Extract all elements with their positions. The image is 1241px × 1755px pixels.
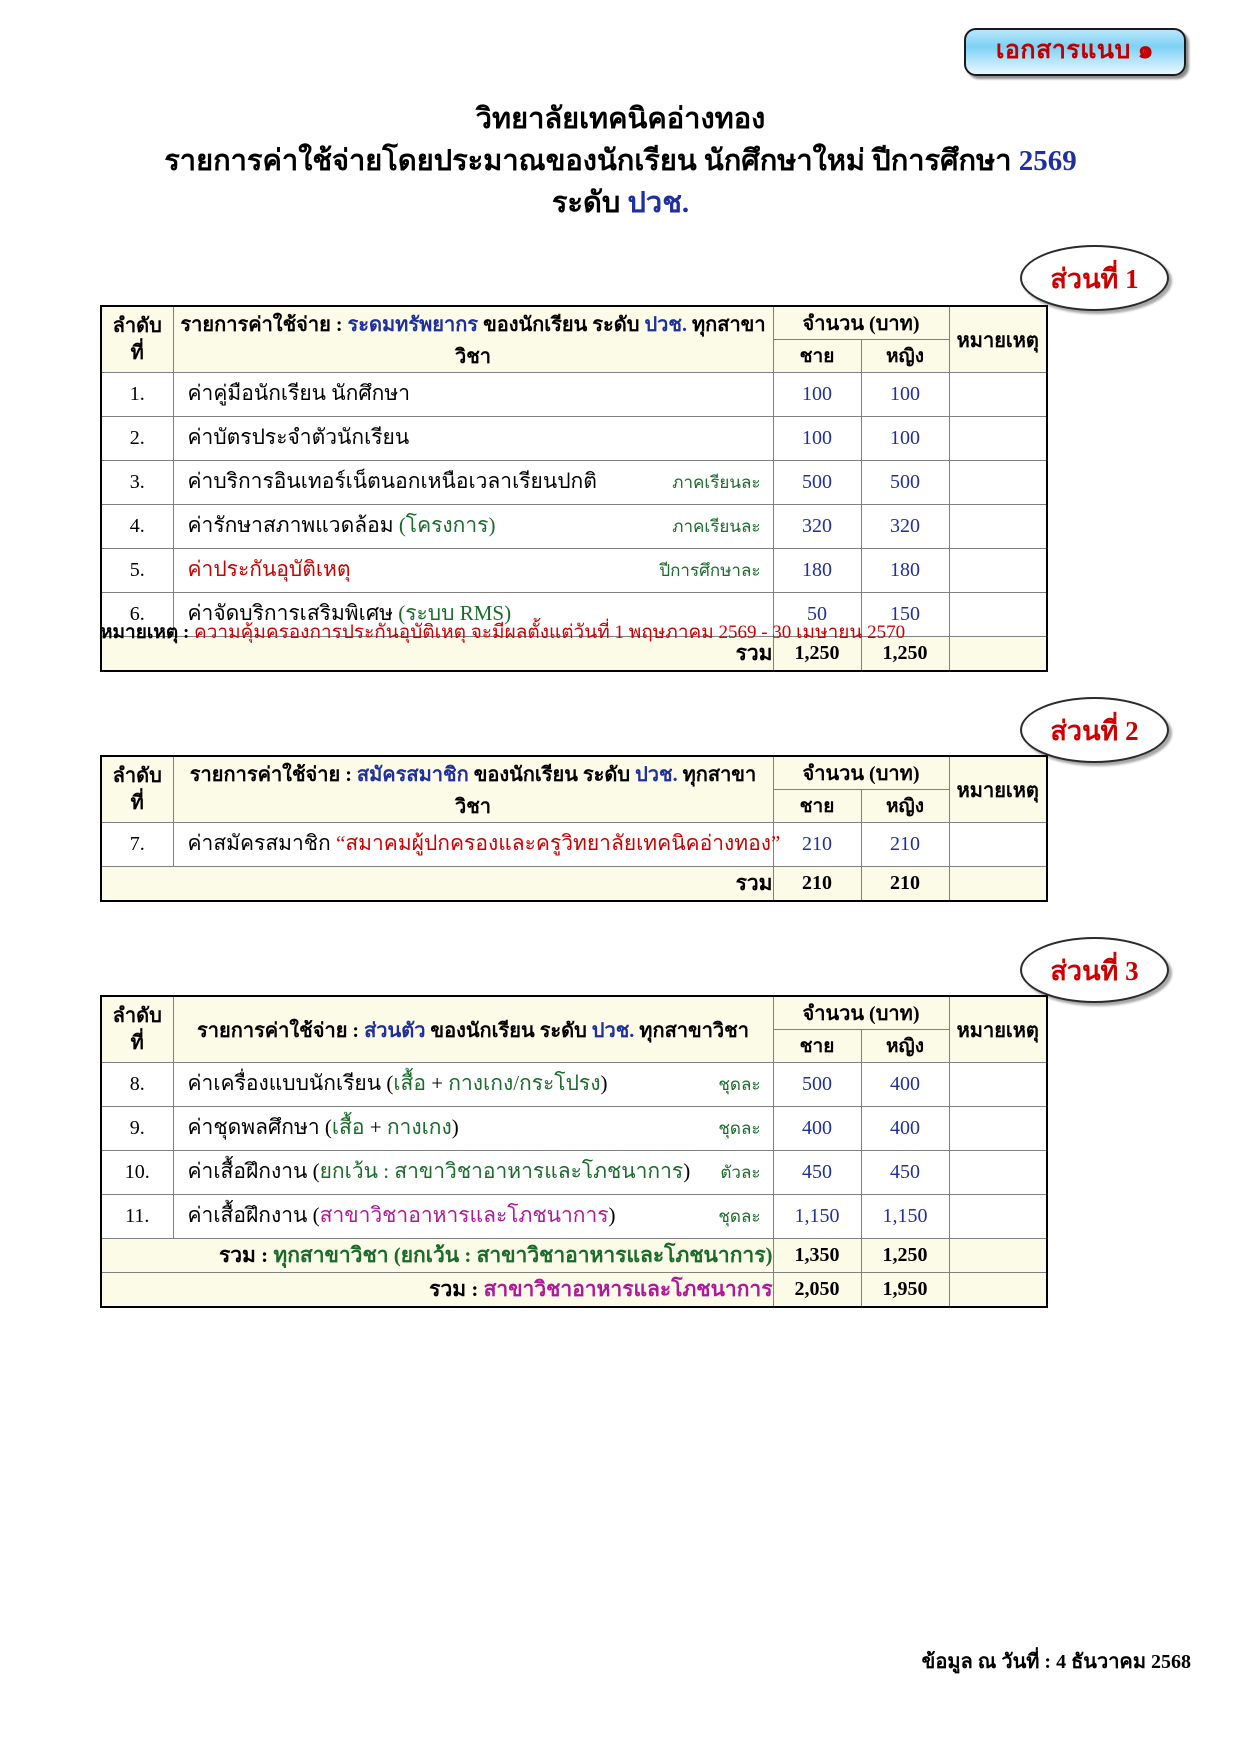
total-label [101, 1239, 773, 1273]
row-female-amount: 150 [861, 593, 949, 637]
row-desc-text: ค่าสมัครสมาชิก “สมาคมผู้ปกครองและครูวิทยาลัยเทคนิคอ่างทอง” [187, 831, 781, 855]
total-female-amount: 1,950 [861, 1273, 949, 1308]
level-label: ระดับ [551, 187, 628, 220]
row-female-amount: 180 [861, 549, 949, 593]
row-desc-text: ค่าเสื้อฝึกงาน (สาขาวิชาอาหารและโภชนาการ) [187, 1203, 616, 1227]
table-row [101, 1063, 1047, 1107]
attachment-badge: เอกสารแนบ ๑ [964, 28, 1186, 76]
section-3-table [100, 995, 1048, 1308]
row-description [173, 1063, 773, 1107]
footnote-text: ความคุ้มครองการประกันอุบัติเหตุ จะมีผลตั้งแต่วันที่ 1 พฤษภาคม 2569 - 30 เมษายน 2570 [194, 622, 906, 643]
header-no-line2: ที่ [130, 341, 144, 364]
header-female: หญิง [861, 790, 949, 823]
row-description [173, 823, 781, 867]
table-total-row [101, 1273, 1047, 1308]
row-no: 3. [101, 461, 173, 505]
data-as-of-label: ข้อมูล ณ วันที่ : [921, 1651, 1057, 1673]
table-row [101, 505, 1047, 549]
header-desc-prefix: รายการค่าใช้จ่าย : [197, 1019, 365, 1042]
row-male-amount: 180 [773, 549, 861, 593]
table-row [101, 373, 1047, 417]
header-desc-prefix: รายการค่าใช้จ่าย : [180, 313, 348, 336]
attachment-badge-wrapper [964, 28, 1186, 76]
header-desc-suffix: ทุกสาขาวิชา [634, 1019, 749, 1042]
total-female-amount: 210 [861, 867, 949, 902]
row-desc-text: ค่าเครื่องแบบนักเรียน (เสื้อ + กางเกง/กระโปรง) [187, 1071, 608, 1095]
table-row [101, 823, 1047, 867]
footnote-label: หมายเหตุ : [100, 622, 195, 643]
row-male-amount: 1,150 [773, 1195, 861, 1239]
total-label: รวม [101, 637, 773, 672]
row-remark [949, 1151, 1047, 1195]
total-label [101, 1273, 773, 1308]
row-unit: ภาคเรียนละ [672, 517, 761, 536]
row-no: 7. [101, 823, 173, 867]
row-remark [949, 417, 1047, 461]
header-female: หญิง [861, 340, 949, 373]
header-no-line2: ที่ [130, 791, 144, 814]
header-remark: หมายเหตุ [949, 756, 1047, 823]
row-female-amount: 1,150 [861, 1195, 949, 1239]
total-label-note: ทุกสาขาวิชา (ยกเว้น : สาขาวิชาอาหารและโภชนาการ) [273, 1243, 773, 1267]
section-1-bubble: ส่วนที่ 1 [1020, 245, 1169, 311]
total-male-amount: 2,050 [773, 1273, 861, 1308]
row-no: 8. [101, 1063, 173, 1107]
row-female-amount: 100 [861, 373, 949, 417]
table-header-row [101, 306, 1047, 340]
section-2-table [100, 755, 1048, 902]
table-header-row [101, 756, 1047, 790]
row-description [173, 549, 773, 593]
row-remark [949, 1195, 1047, 1239]
header-desc-highlight: ส่วนตัว [364, 1019, 426, 1042]
header-description [173, 306, 773, 373]
header-desc-level: ปวช. [644, 313, 687, 336]
row-unit: ชุดละ [718, 1119, 761, 1138]
row-remark [949, 823, 1047, 867]
table-total-row [101, 867, 1047, 902]
row-description [173, 1195, 773, 1239]
section-2-bubble: ส่วนที่ 2 [1020, 697, 1169, 763]
total-label-text: รวม : [218, 1243, 274, 1267]
row-remark [949, 593, 1047, 637]
row-desc-text: ค่าบริการอินเทอร์เน็ตนอกเหนือเวลาเรียนปกติ [187, 469, 597, 493]
total-remark [949, 637, 1047, 672]
row-description [173, 417, 773, 461]
header-amount: จำนวน (บาท) [773, 756, 949, 790]
total-remark [949, 1273, 1047, 1308]
document-title-block [0, 98, 1241, 224]
header-male: ชาย [773, 1030, 861, 1063]
row-no: 2. [101, 417, 173, 461]
header-remark: หมายเหตุ [949, 306, 1047, 373]
table-total-row [101, 1239, 1047, 1273]
row-no: 9. [101, 1107, 173, 1151]
row-desc-text: ค่าจัดบริการเสริมพิเศษ (ระบบ RMS) [187, 601, 512, 625]
row-male-amount: 500 [773, 1063, 861, 1107]
row-unit: ตัวละ [720, 1163, 761, 1182]
row-unit: ชุดละ [718, 1207, 761, 1226]
row-no: 1. [101, 373, 173, 417]
page-title-line-2-text: รายการค่าใช้จ่ายโดยประมาณของนักเรียน นักศึกษาใหม่ ปีการศึกษา [164, 145, 1019, 178]
row-unit: ชุดละ [718, 1075, 761, 1094]
header-remark: หมายเหตุ [949, 996, 1047, 1063]
header-desc-level: ปวช. [635, 763, 678, 786]
row-male-amount: 100 [773, 417, 861, 461]
total-label-note: สาขาวิชาอาหารและโภชนาการ [483, 1277, 773, 1301]
header-desc-highlight: สมัครสมาชิก [356, 763, 469, 786]
header-desc-prefix: รายการค่าใช้จ่าย : [189, 763, 357, 786]
row-remark [949, 1107, 1047, 1151]
row-male-amount: 100 [773, 373, 861, 417]
section-3-bubble: ส่วนที่ 3 [1020, 937, 1169, 1003]
row-male-amount: 500 [773, 461, 861, 505]
row-male-amount: 50 [773, 593, 861, 637]
row-description [173, 505, 773, 549]
row-remark [949, 373, 1047, 417]
row-desc-text: ค่าเสื้อฝึกงาน (ยกเว้น : สาขาวิชาอาหารและโภชนาการ) [187, 1159, 691, 1183]
row-male-amount: 400 [773, 1107, 861, 1151]
total-female-amount: 1,250 [861, 637, 949, 672]
row-no: 10. [101, 1151, 173, 1195]
row-female-amount: 400 [861, 1063, 949, 1107]
header-no [101, 306, 173, 373]
section-1-footnote [100, 617, 905, 647]
row-description [173, 373, 773, 417]
row-description [173, 1107, 773, 1151]
row-male-amount: 450 [773, 1151, 861, 1195]
table-row [101, 461, 1047, 505]
page-title-line-3 [0, 182, 1241, 224]
header-desc-highlight: ระดมทรัพยากร [347, 313, 479, 336]
table-header-row [101, 996, 1047, 1030]
header-no-line1: ลำดับ [112, 314, 162, 337]
row-description [173, 461, 773, 505]
header-desc-mid: ของนักเรียน ระดับ [478, 313, 645, 336]
header-desc-suffix: ทุกสาขาวิชา [454, 763, 757, 818]
row-no: 4. [101, 505, 173, 549]
total-remark [949, 1239, 1047, 1273]
header-desc-level: ปวช. [591, 1019, 635, 1042]
row-no: 6. [101, 593, 173, 637]
table-row [101, 417, 1047, 461]
row-male-amount: 320 [773, 505, 861, 549]
header-amount: จำนวน (บาท) [773, 996, 949, 1030]
table-row [101, 1107, 1047, 1151]
header-male: ชาย [773, 340, 861, 373]
row-remark [949, 505, 1047, 549]
row-remark [949, 549, 1047, 593]
row-no: 5. [101, 549, 173, 593]
row-desc-text: ค่าประกันอุบัติเหตุ [187, 557, 351, 581]
header-no-line1: ลำดับ [112, 1004, 162, 1027]
row-desc-text: ค่าชุดพลศึกษา (เสื้อ + กางเกง) [187, 1115, 459, 1139]
header-female: หญิง [861, 1030, 949, 1063]
header-no [101, 996, 173, 1063]
total-label-text: รวม : [429, 1277, 484, 1301]
row-female-amount: 100 [861, 417, 949, 461]
row-female-amount: 500 [861, 461, 949, 505]
header-no-line1: ลำดับ [112, 764, 162, 787]
header-desc-suffix: ทุกสาขาวิชา [454, 313, 766, 368]
row-remark [949, 461, 1047, 505]
row-no: 11. [101, 1195, 173, 1239]
row-male-amount: 210 [773, 823, 861, 867]
academic-year: 2569 [1018, 145, 1077, 178]
level-value: ปวช. [627, 187, 690, 220]
data-as-of-value: 4 ธันวาคม 2568 [1056, 1651, 1191, 1673]
table-row [101, 1195, 1047, 1239]
header-desc-mid: ของนักเรียน ระดับ [425, 1019, 592, 1042]
table-row [101, 1151, 1047, 1195]
page-title-line-1: วิทยาลัยเทคนิคอ่างทอง [475, 103, 766, 135]
row-female-amount: 450 [861, 1151, 949, 1195]
row-remark [949, 1063, 1047, 1107]
row-female-amount: 210 [861, 823, 949, 867]
row-desc-text: ค่ารักษาสภาพแวดล้อม (โครงการ) [187, 513, 496, 537]
total-female-amount: 1,250 [861, 1239, 949, 1273]
table-row [101, 549, 1047, 593]
row-female-amount: 320 [861, 505, 949, 549]
row-unit: ปีการศึกษาละ [659, 561, 761, 580]
header-no-line2: ที่ [130, 1031, 144, 1054]
total-remark [949, 867, 1047, 902]
header-male: ชาย [773, 790, 861, 823]
row-desc-text: ค่าบัตรประจำตัวนักเรียน [187, 425, 410, 449]
header-no [101, 756, 173, 823]
total-male-amount: 1,250 [773, 637, 861, 672]
data-as-of-footer [922, 1645, 1191, 1677]
row-desc-text: ค่าคู่มือนักเรียน นักศึกษา [187, 381, 411, 405]
page-title-line-2 [0, 140, 1241, 182]
row-unit: ภาคเรียนละ [672, 473, 761, 492]
total-male-amount: 1,350 [773, 1239, 861, 1273]
header-description [173, 996, 773, 1063]
row-female-amount: 400 [861, 1107, 949, 1151]
row-description [173, 1151, 773, 1195]
total-label: รวม [101, 867, 773, 902]
header-amount: จำนวน (บาท) [773, 306, 949, 340]
header-description [173, 756, 773, 823]
total-male-amount: 210 [773, 867, 861, 902]
header-desc-mid: ของนักเรียน ระดับ [468, 763, 636, 786]
